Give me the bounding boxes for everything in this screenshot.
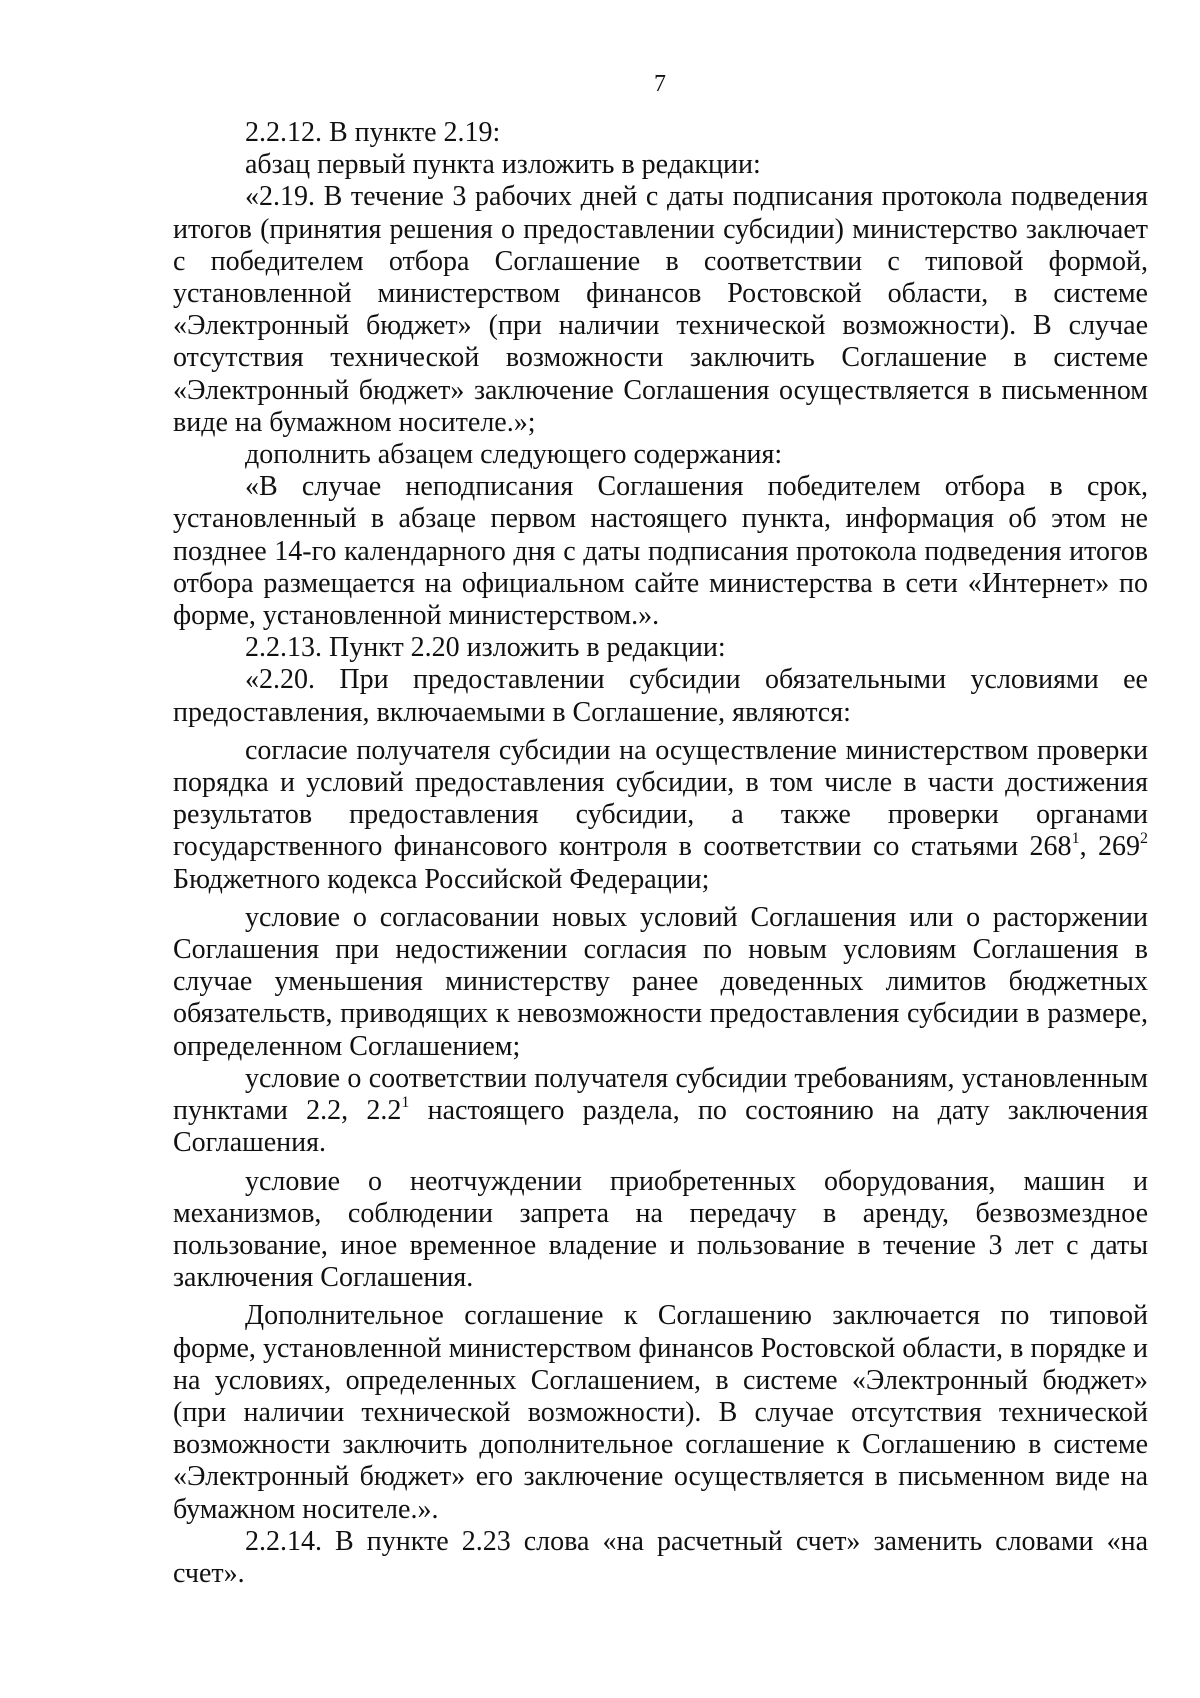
article-269-superscript: 2 (1140, 830, 1148, 848)
paragraph-add-abzac-instruction: дополнить абзацем следующего содержания: (245, 439, 783, 471)
paragraph-consent-condition (173, 735, 1148, 896)
paragraph-non-alienation-condition: условие о неотчуждении приобретенных оборудования, машин и механизмов, соблюдении запрета на передачу в аренду, безвозмездное пользование, иное временное владение и пользование в течение 3 лет с даты заключения Соглашения. (173, 1165, 1148, 1294)
page-number: 7 (654, 71, 666, 97)
consent-text-end: Бюджетного кодекса Российской Федерации; (173, 863, 710, 895)
point-2-2-superscript: 1 (401, 1093, 410, 1111)
paragraph-2-2-14: 2.2.14. В пункте 2.23 слова «на расчетный счет» заменить словами «на счет». (173, 1525, 1148, 1589)
paragraph-additional-agreement: Дополнительное соглашение к Соглашению заключается по типовой форме, установленной министерством финансов Ростовской области, в порядке и на условиях, определенных Соглашением, в системе «Электронный бюджет» (при наличии технической возможности). В случае отсутствия технической возможности заключить дополнительное соглашение к Соглашению в системе «Электронный бюджет» его заключение осуществляется в письменном виде на бумажном носителе.». (173, 1300, 1148, 1525)
paragraph-2-20-text: «2.20. При предоставлении субсидии обязательными условиями ее предоставления, включаемыми в Соглашение, являются: (173, 664, 1148, 728)
paragraph-2-2-13: 2.2.13. Пункт 2.20 изложить в редакции: (245, 632, 726, 664)
paragraph-compliance-condition (173, 1063, 1148, 1160)
consent-text-start: согласие получателя субсидии на осуществление министерством проверки порядка и условий предоставления субсидии, в том числе в части достижения результатов предоставления субсидии, а также проверки органами государственного финансового контроля в соответствии со статьями 268 (173, 734, 1148, 863)
document-body (173, 117, 1148, 1590)
paragraph-2-2-12: 2.2.12. В пункте 2.19: (245, 117, 501, 148)
article-268-superscript: 1 (1071, 830, 1080, 848)
paragraph-first-abzac-instruction: абзац первый пункта изложить в редакции: (245, 149, 761, 181)
compliance-text-start: условие о соответствии получателя субсидии требованиям, установленным пунктами 2.2, 2.2 (173, 1062, 1148, 1127)
paragraph-agreement-change-condition: условие о согласовании новых условий Соглашения или о расторжении Соглашения при недостижении согласия по новым условиям Соглашения в случае уменьшения министерству ранее доведенных лимитов бюджетных обязательств, приводящих к невозможности предоставления субсидии в размере, определенном Соглашением; (173, 901, 1148, 1062)
paragraph-nonsigning-text: «В случае неподписания Соглашения победителем отбора в срок, установленный в абзаце первом настоящего пункта, информация об этом не позднее 14-го календарного дня с даты подписания протокола подведения итогов отбора размещается на официальном сайте министерства в сети «Интернет» по форме, установленной министерством.». (173, 471, 1148, 632)
consent-text-middle: , 269 (1079, 831, 1140, 863)
compliance-text-end: настоящего раздела, по состоянию на дату заключения Соглашения. (173, 1095, 1148, 1159)
paragraph-2-19-text: «2.19. В течение 3 рабочих дней с даты подписания протокола подведения итогов (принятия решения о предоставлении субсидии) министерство заключает с победителем отбора Соглашение в соответствии с типовой формой, установленной министерством финансов Ростовской области, в системе «Электронный бюджет» (при наличии технической возможности). В случае отсутствия технической возможности заключить Соглашение в системе «Электронный бюджет» заключение Соглашения осуществляется в письменном виде на бумажном носителе.»; (173, 181, 1148, 438)
